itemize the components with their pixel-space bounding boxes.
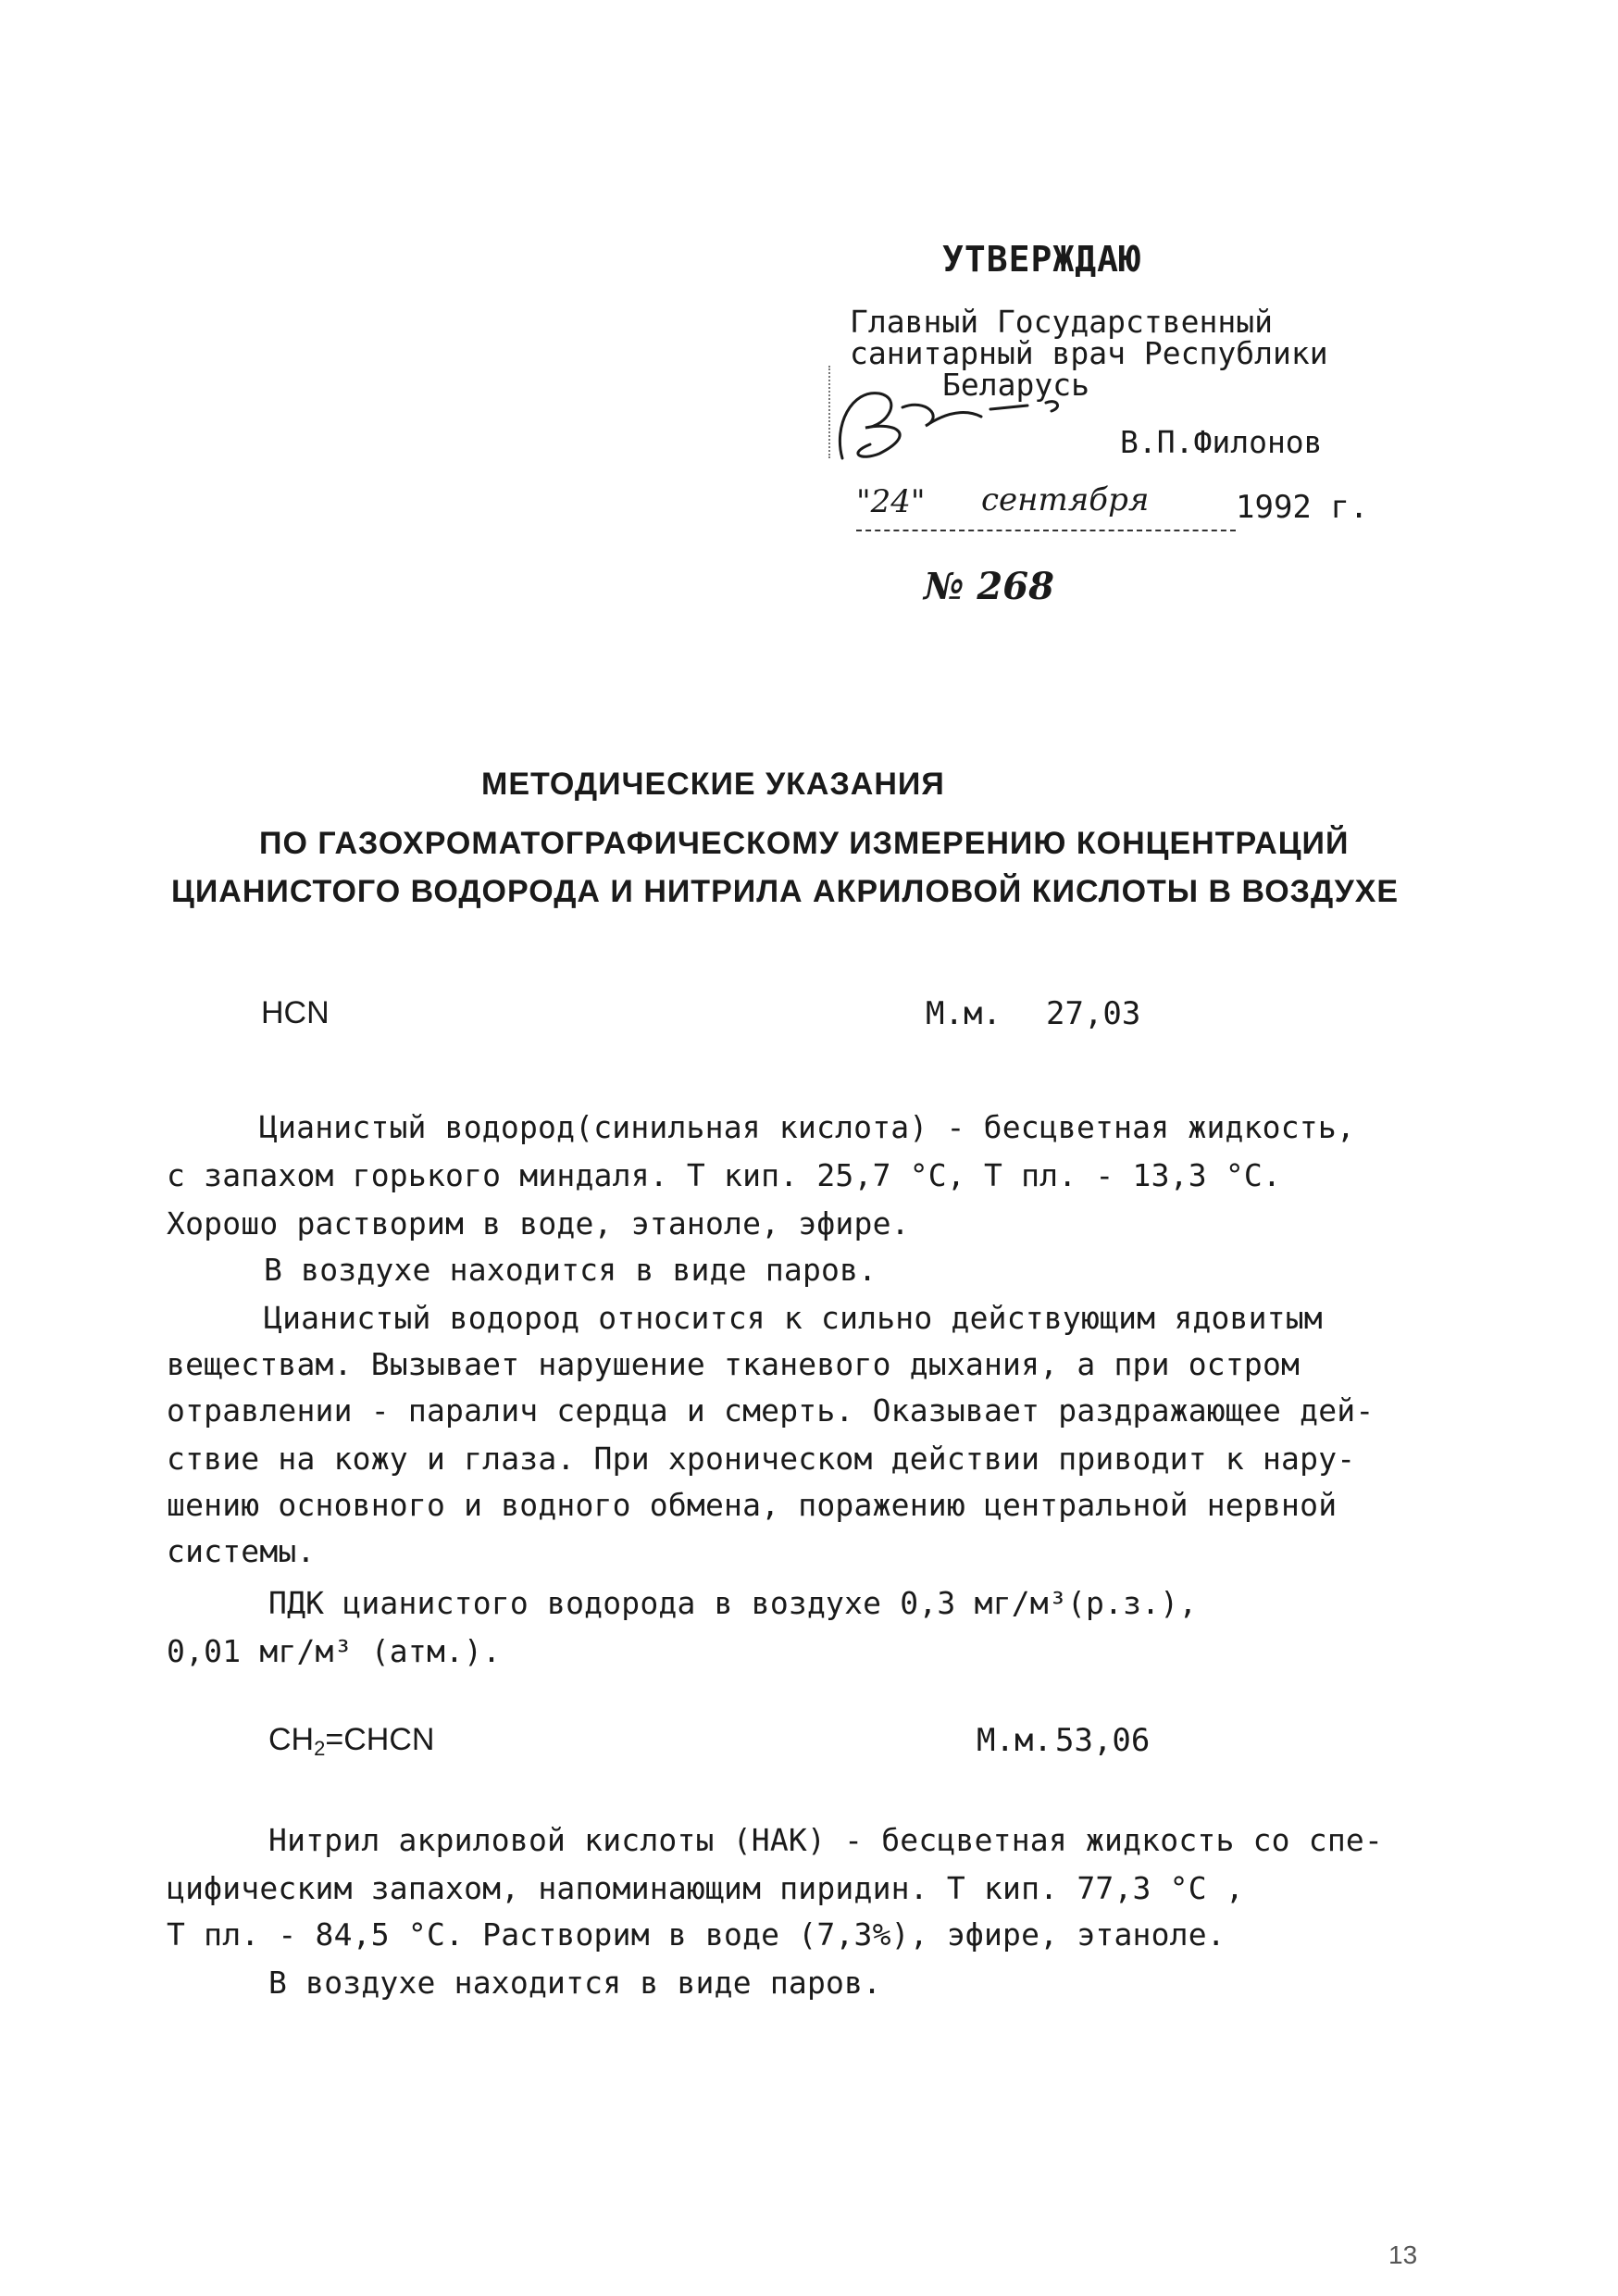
date-underline [856, 530, 1236, 531]
date-year: 1992 г. [1236, 489, 1369, 526]
pdk-line-2: 0,01 мг/м³ (атм.). [167, 1633, 502, 1669]
document-subtitle-1: ПО ГАЗОХРОМАТОГРАФИЧЕСКОМУ ИЗМЕРЕНИЮ КОНЦЕНТРАЦИЙ [259, 826, 1350, 861]
molar-mass-value-2: 53,06 [1055, 1722, 1151, 1759]
document-subtitle-2: ЦИАНИСТОГО ВОДОРОДА И НИТРИЛА АКРИЛОВОЙ КИСЛОТЫ В ВОЗДУХЕ [171, 874, 1400, 909]
signature-icon [815, 370, 1120, 472]
body-line: В воздухе находится в виде паров. [268, 1965, 882, 2001]
page-number: 13 [1388, 2240, 1418, 2269]
body-line: отравлении - паралич сердца и смерть. Оказывает раздражающее дей- [167, 1392, 1375, 1429]
body-line: Цианистый водород относится к сильно действующим ядовитым [264, 1300, 1323, 1336]
date-month: сентября [981, 481, 1150, 518]
molar-mass-label-2: М.м. [977, 1722, 1052, 1759]
date-day: "24" [856, 483, 926, 520]
body-line: Нитрил акриловой кислоты (НАК) - бесцветная жидкость со спе- [268, 1822, 1384, 1858]
document-number: № 268 [924, 565, 1054, 608]
document-title: МЕТОДИЧЕСКИЕ УКАЗАНИЯ [481, 767, 945, 802]
body-line: Т пл. - 84,5 °С. Растворим в воде (7,3%), эфире, этаноле. [167, 1916, 1226, 1953]
body-line: с запахом горького миндаля. Т кип. 25,7 °С, Т пл. - 13,3 °С. [167, 1157, 1282, 1193]
molar-mass-value-1: 27,03 [1046, 995, 1141, 1032]
body-line: ствие на кожу и глаза. При хроническом действии приводит к нару- [167, 1441, 1356, 1477]
body-line: цифическим запахом, напоминающим пиридин. Т кип. 77,3 °С , [167, 1870, 1244, 1906]
approval-line-1: Главный Государственный [850, 304, 1273, 340]
body-line: Хорошо растворим в воде, этаноле, эфире. [167, 1205, 910, 1242]
body-line: шению основного и водного обмена, поражению центральной нервной [167, 1487, 1338, 1523]
formula-acrylonitrile: $CH_2=CHCN$ [268, 1722, 435, 1760]
pdk-line-1: ПДК цианистого водорода в воздухе 0,3 мг/м³(р.з.), [268, 1585, 1198, 1621]
signer-name: В.П.Филонов [1120, 424, 1323, 460]
molar-mass-label-1: М.м. [926, 995, 1002, 1032]
approval-line-3: Беларусь [942, 367, 1089, 403]
body-line: Цианистый водород(синильная кислота) - бесцветная жидкость, [259, 1109, 1355, 1145]
formula-hcn: HCN [261, 995, 330, 1030]
approval-title: УТВЕРЖДАЮ [942, 239, 1141, 280]
body-line: веществам. Вызывает нарушение тканевого дыхания, а при остром [167, 1346, 1301, 1382]
body-line: В воздухе находится в виде паров. [264, 1252, 877, 1288]
body-line: системы. [167, 1533, 316, 1569]
approval-line-2: санитарный врач Республики [850, 335, 1328, 371]
